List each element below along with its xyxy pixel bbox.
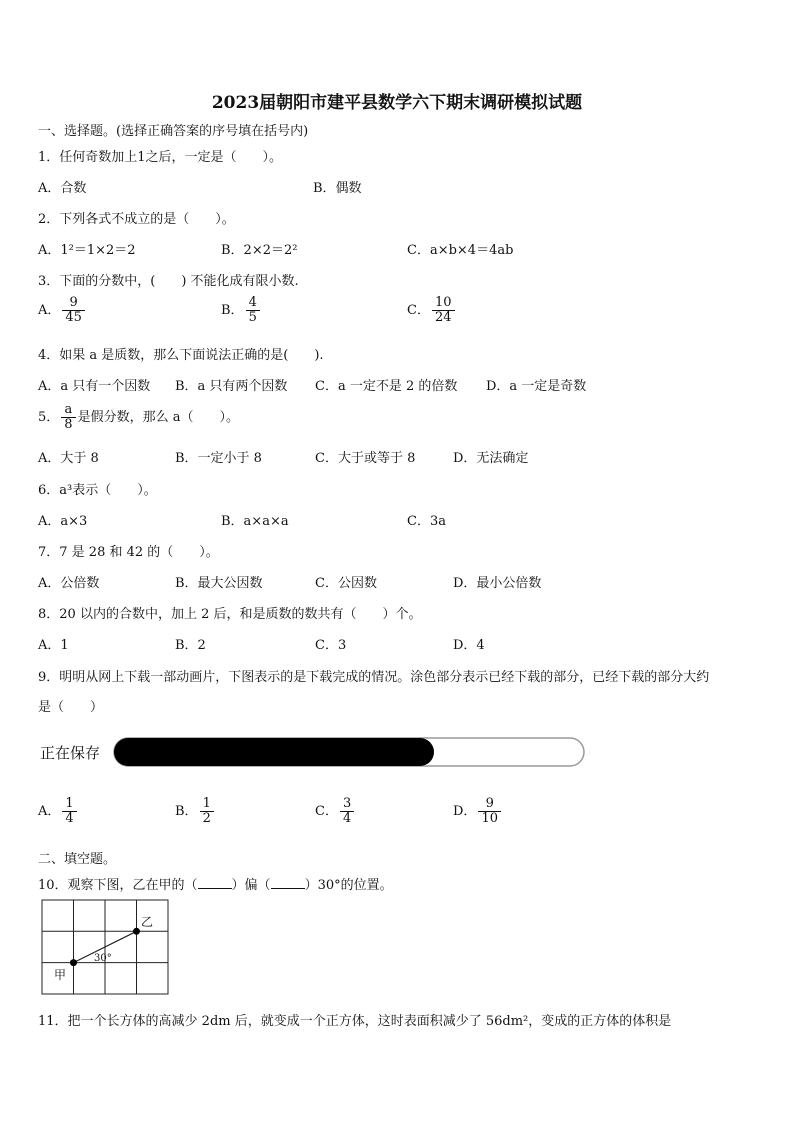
q7-option-d: D．最小公倍数 — [453, 576, 542, 591]
q3-option-c — [407, 296, 457, 325]
section-1-heading: 一、选择题。(选择正确答案的序号填在括号内) — [38, 124, 309, 139]
q2-option-a: A．1²＝1×2＝2 — [38, 243, 136, 258]
fraction-denominator: 45 — [62, 310, 85, 325]
fraction-numerator: 10 — [434, 295, 452, 310]
q1-option-a: A．合数 — [38, 181, 87, 196]
q9-option-c-fraction — [340, 797, 354, 826]
fraction-denominator: 24 — [432, 310, 455, 325]
q9-option-c — [315, 797, 356, 826]
q4-option-a: A．a 只有一个因数 — [38, 379, 151, 394]
q3-stem: 3．下面的分数中，( ) 不能化成有限小数. — [38, 274, 299, 289]
q10-blank-1[interactable] — [198, 876, 232, 889]
fraction-numerator: 9 — [485, 796, 494, 811]
q6-stem: 6．a³表示（ ）。 — [38, 483, 157, 498]
q3-option-a-fraction — [62, 296, 85, 325]
q8-option-b: B．2 — [175, 638, 206, 653]
q4-option-b: B．a 只有两个因数 — [175, 379, 288, 394]
fraction-denominator: 8 — [61, 417, 75, 432]
q9-option-a — [38, 797, 79, 826]
q2-option-b: B．2×2＝2² — [221, 243, 298, 258]
angle-label: 30° — [94, 953, 112, 964]
q9-option-b-label: B． — [175, 804, 198, 819]
q9-stem-line2: 是（ ） — [38, 700, 104, 715]
q7-option-b: B．最大公因数 — [175, 576, 263, 591]
q6-option-b: B．a×a×a — [221, 514, 289, 529]
q3-option-a-label: A． — [38, 303, 61, 318]
q9-option-a-label: A． — [38, 804, 61, 819]
q10-stem-part1: 10．观察下图，乙在甲的（ — [38, 878, 198, 893]
fraction-denominator: 4 — [340, 811, 354, 826]
q3-option-b-fraction — [246, 296, 260, 325]
q9-option-d-fraction — [478, 797, 501, 826]
fraction-numerator: 9 — [69, 295, 78, 310]
q1-stem: 1．任何奇数加上1之后，一定是（ ）。 — [38, 150, 283, 165]
q1-option-b: B．偶数 — [313, 181, 362, 196]
q9-option-d-label: D． — [453, 804, 477, 819]
label-yi: 乙 — [141, 915, 154, 929]
progress-fill — [114, 738, 434, 766]
page-title: 2023届朝阳市建平县数学六下期末调研模拟试题 — [211, 93, 583, 113]
fraction-numerator: 1 — [202, 796, 211, 811]
q8-option-a: A．1 — [38, 638, 69, 653]
fraction-numerator: 4 — [248, 295, 257, 310]
q10-stem-part3: ）30°的位置。 — [304, 878, 393, 893]
q6-option-a: A．a×3 — [38, 514, 88, 529]
q3-option-b — [221, 296, 262, 325]
q4-option-d: D．a 一定是奇数 — [486, 379, 587, 394]
q9-option-d — [453, 797, 503, 826]
q5-option-b: B．一定小于 8 — [175, 451, 262, 466]
progress-label: 正在保存 — [40, 744, 101, 762]
q7-stem: 7．7 是 28 和 42 的（ ）。 — [38, 545, 219, 560]
q5-stem-text: 是假分数，那么 a（ ）。 — [77, 410, 239, 425]
q10-grid-diagram — [40, 898, 172, 998]
fraction-numerator: a — [64, 402, 73, 417]
label-jia: 甲 — [54, 968, 67, 982]
q3-option-b-label: B． — [221, 303, 244, 318]
q8-option-c: C．3 — [315, 638, 347, 653]
q3-option-c-label: C． — [407, 303, 430, 318]
q3-option-c-fraction — [432, 296, 455, 325]
q9-stem-line1: 9．明明从网上下载一部动画片，下图表示的是下载完成的情况。涂色部分表示已经下载的部分，已经下载的部分大约 — [38, 670, 710, 685]
point-jia — [70, 959, 77, 966]
q2-stem: 2．下列各式不成立的是（ ）。 — [38, 212, 235, 227]
fraction-numerator: 3 — [342, 796, 352, 811]
q5-option-a: A．大于 8 — [38, 451, 99, 466]
q4-stem: 4．如果 a 是质数，那么下面说法正确的是( ). — [38, 348, 324, 363]
q5-option-c: C．大于或等于 8 — [315, 451, 416, 466]
point-yi — [133, 928, 140, 935]
q3-option-a — [38, 296, 87, 325]
q5-number: 5． — [38, 410, 60, 425]
q11-stem: 11．把一个长方体的高减少 2dm 后，就变成一个正方体，这时表面积减少了 56dm²，变成的正方体的体积是 — [38, 1014, 672, 1029]
q7-option-c: C．公因数 — [315, 576, 377, 591]
q6-option-c: C．3a — [407, 514, 446, 529]
fraction-denominator: 2 — [200, 811, 214, 826]
q9-option-a-fraction — [62, 797, 76, 826]
q4-option-c: C．a 一定不是 2 的倍数 — [315, 379, 458, 394]
q10-stem — [38, 874, 393, 893]
fraction-denominator: 10 — [478, 811, 501, 826]
q9-option-c-label: C． — [315, 804, 338, 819]
q8-option-d: D．4 — [453, 638, 485, 653]
q8-stem: 8．20 以内的合数中，加上 2 后，和是质数的数共有（ ）个。 — [38, 607, 422, 622]
q5-fraction — [61, 403, 75, 432]
fraction-numerator: 1 — [65, 796, 74, 811]
fraction-denominator: 4 — [62, 811, 76, 826]
fraction-denominator: 5 — [246, 310, 260, 325]
q9-option-b-fraction — [200, 797, 214, 826]
q10-blank-2[interactable] — [271, 876, 305, 889]
q5-option-d: D．无法确定 — [453, 451, 529, 466]
q7-option-a: A．公倍数 — [38, 576, 100, 591]
section-2-heading: 二、填空题。 — [38, 852, 117, 867]
q2-option-c: C．a×b×4＝4ab — [407, 243, 514, 258]
q10-stem-part2: ）偏（ — [231, 878, 271, 893]
download-progress-bar — [110, 735, 590, 769]
q5-stem — [38, 403, 239, 432]
q9-option-b — [175, 797, 216, 826]
